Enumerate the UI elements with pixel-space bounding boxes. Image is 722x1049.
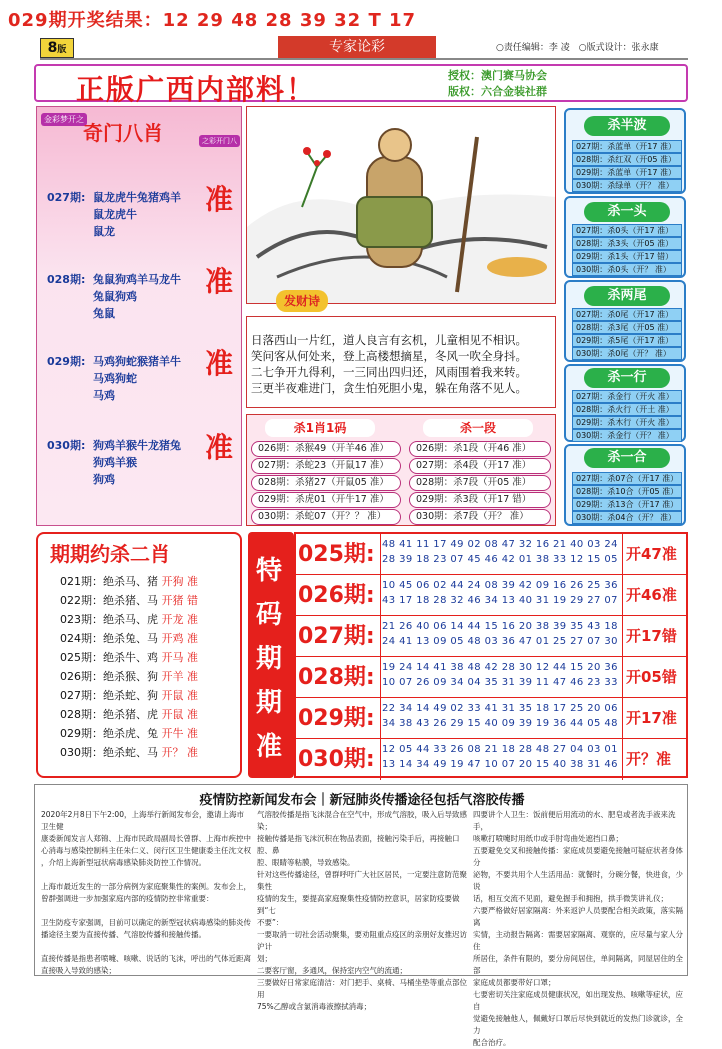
news-line: 四要讲个人卫生：饭前便后用流动的水、肥皂或者洗手液来洗手， xyxy=(473,810,676,831)
tema-numbers: 12 05 44 33 26 08 21 18 28 48 27 04 03 01 xyxy=(382,744,618,755)
illustration xyxy=(246,106,556,304)
news-line: 三要做好日常家庭清洁：对门把手、桌椅、马桶坐垫等重点部位用 xyxy=(257,978,467,999)
qiqi-row xyxy=(60,726,198,742)
qiqi-title: 期期约杀二肖 xyxy=(50,542,170,566)
poem-line: 日落西山一片红，道人良言有玄机，儿童相见不相识。 xyxy=(251,333,527,347)
news-line: 咳嗽打喷嚏时用纸巾或手肘弯曲处遮挡口鼻； xyxy=(473,834,623,843)
news-line: 七要密切关注家庭成员健康状况，如出现发热、咳嗽等症状，应自 xyxy=(473,990,683,1011)
panel-row: 029期：杀1头（开17 错） xyxy=(572,250,682,263)
tema-side-char: 特 xyxy=(256,556,283,586)
tema-side-label xyxy=(248,532,294,778)
tema-side-char: 准 xyxy=(256,732,283,762)
panel-title: 杀一行 xyxy=(584,368,670,388)
news-line: 话，相互交流不见面，避免握手和拥抱，拱手微笑讲礼仪； xyxy=(473,894,668,903)
panel-row: 027期：杀0尾（开17 准） xyxy=(572,308,682,321)
news-line: 家庭成员都要带好口罩； xyxy=(473,978,556,987)
qiqi-text: 027期：绝杀蛇、狗 xyxy=(60,689,158,702)
news-title: 疫情防控新闻发布会｜新冠肺炎传播途径包括气溶胶传播 xyxy=(199,793,525,808)
news-line: 六要严格做好居家隔离：外来返沪人员要配合相关政策，落实隔离 xyxy=(473,906,683,927)
tema-row xyxy=(296,698,686,739)
news-line: 五要避免交叉和接触传播：家庭成员要避免接触可疑症状者身体分 xyxy=(473,846,683,867)
sha-duan-row: 029期：杀3段（开17 错） xyxy=(409,492,551,508)
qiqi-result: 开鸡 准 xyxy=(161,632,198,645)
news-line: 不要”： xyxy=(257,918,284,927)
qimen-mark: 准 xyxy=(204,265,233,298)
qimen-line: 兔鼠狗鸡羊马龙牛 xyxy=(93,273,181,286)
qiqi-row xyxy=(60,631,198,647)
panel-row: 030期：杀金行（开？ 准） xyxy=(572,429,682,442)
qimen-period: 030期: xyxy=(47,439,86,452)
issue-no: 8 xyxy=(47,40,58,56)
tema-numbers: 34 38 43 26 29 15 40 09 39 19 36 44 05 48 xyxy=(382,718,618,729)
panel-row: 028期：杀3尾（开05 准） xyxy=(572,321,682,334)
qiqi-row xyxy=(60,612,198,628)
tema-result: 开46准 xyxy=(626,586,677,604)
banner-license: 授权：澳门赛马协会 xyxy=(448,69,547,82)
sha-duan-title: 杀一段 xyxy=(423,419,533,437)
panel-row: 030期：杀0尾（开？ 准） xyxy=(572,347,682,360)
qimen-tag-left: 金彩梦开之 xyxy=(41,113,87,126)
tema-result: 开17准 xyxy=(626,709,677,727)
panel-row: 030期：杀绿单（开？ 准） xyxy=(572,179,682,192)
qimen-mark: 准 xyxy=(204,431,233,464)
banner-credits xyxy=(448,68,547,100)
banner-title: 正版广西内部料！ xyxy=(76,73,317,106)
qiqi-text: 029期：绝杀虎、兔 xyxy=(60,727,158,740)
panel-row: 030期：杀0头（开？ 准） xyxy=(572,263,682,276)
panel-row: 029期：杀13合（开17 准） xyxy=(572,498,682,511)
qiqi-result: 开马 准 xyxy=(161,651,198,664)
news-line: 直接传播是指患者喷嚏、咳嗽、说话的飞沫，呼出的气体近距离 xyxy=(41,954,251,963)
qiqi-row xyxy=(60,593,198,609)
sha-xiao-row: 029期：杀虎01（开牛17 准） xyxy=(251,492,401,508)
panel-title: 杀一头 xyxy=(584,202,670,222)
tema-numbers: 10 45 06 02 44 24 08 39 42 09 16 26 25 36 xyxy=(382,580,618,591)
tema-numbers: 24 41 13 09 05 48 03 36 47 01 25 27 07 30 xyxy=(382,636,618,647)
tema-side-char: 期 xyxy=(256,688,283,718)
result-title: 029期开奖结果：12 29 48 28 39 32 T 17 xyxy=(8,10,417,31)
news-line xyxy=(41,941,251,953)
qimen-line: 马鸡狗蛇 xyxy=(93,372,137,385)
qiqi-result: 开？ 准 xyxy=(161,746,198,759)
sha-xiao-row: 027期：杀蛇23（开鼠17 准） xyxy=(251,458,401,474)
tema-period: 029期: xyxy=(298,706,375,731)
header-divider xyxy=(40,58,688,60)
news-line: 所居住，条件有限的，要分房间居住，单间隔离，同屋居住的全部 xyxy=(473,954,683,975)
news-line: 疫情的发生，要提高家庭聚集性疫情防控意识，居家防疫要做到“七 xyxy=(257,894,460,915)
news-line: 配合治疗。 xyxy=(473,1038,511,1047)
qiqi-text: 025期：绝杀牛、鸡 xyxy=(60,651,158,664)
tema-period: 025期: xyxy=(298,542,375,567)
poem-tag: 发财诗 xyxy=(276,290,328,312)
news-section xyxy=(34,784,688,1047)
qimen-line: 马鸡狗蛇猴猪羊牛 xyxy=(93,355,181,368)
panel-row: 027期：杀0头（开17 准） xyxy=(572,224,682,237)
tema-period: 030期: xyxy=(298,747,375,772)
qiqi-text: 024期：绝杀兔、马 xyxy=(60,632,158,645)
tema-result: 开47准 xyxy=(626,545,677,563)
news-line: 针对这些传播途径，曾群呼吁广大社区居民，一定要注意防范聚集性 xyxy=(257,870,467,891)
tema-table xyxy=(294,532,688,778)
news-line: ，介绍上海新型冠状病毒感染肺炎防控工作情况。 xyxy=(41,858,206,867)
tema-numbers: 28 39 18 23 07 45 46 42 01 38 33 12 15 05 xyxy=(382,554,618,565)
right-panel-yi-he xyxy=(564,444,686,526)
news-line: 二要客厅窗，多通风，保持室内空气的流通； xyxy=(257,966,407,975)
banner xyxy=(34,64,688,106)
right-panel-ban-bo xyxy=(564,108,686,194)
tema-result: 开17错 xyxy=(626,627,677,645)
qimen-line: 鼠龙虎牛 xyxy=(93,208,137,221)
panel-row: 027期：杀蓝单（开17 准） xyxy=(572,140,682,153)
news-col-2 xyxy=(257,809,467,1013)
news-line: 康委新闻发言人郑锦、上海市民政局副局长曾群、上海市疾控中 xyxy=(41,834,251,843)
monk-illustration-image xyxy=(247,107,556,304)
news-line: 气溶胶传播是指飞沫混合在空气中，形成气溶胶，吸入后导致感染； xyxy=(257,810,467,831)
news-line: 卫生防疫专家强调，目前可以确定的新型冠状病毒感染的肺炎传 xyxy=(41,918,251,927)
qiqi-result: 开鼠 准 xyxy=(161,708,198,721)
tema-numbers: 21 26 40 06 14 44 15 16 20 38 39 35 43 18 xyxy=(382,621,618,632)
tema-numbers: 10 07 26 09 34 04 35 31 39 11 47 46 23 33 xyxy=(382,677,618,688)
banner-copyright: 版权：六合金装社群 xyxy=(448,85,547,98)
qiqi-row xyxy=(60,650,198,666)
qiqi-panel xyxy=(36,532,242,778)
panel-row: 030期：杀04合（开？ 准） xyxy=(572,511,682,524)
right-panel-yi-xing xyxy=(564,364,686,442)
sha-duan-row: 028期：杀7段（开05 准） xyxy=(409,475,551,491)
tema-period: 026期: xyxy=(298,583,375,608)
news-line: 上海市最近发生的一部分病例为家庭聚集性的案例。发布会上， xyxy=(41,882,251,891)
news-line: 泌物，不要共用个人生活用品：就餐时，分碗分餐，快进食，少说 xyxy=(473,870,683,891)
panel-row: 027期：杀金行（开火 准） xyxy=(572,390,682,403)
sha-duan-row: 030期：杀7段（开？ 准） xyxy=(409,509,551,525)
panel-row: 028期：杀红双（开05 准） xyxy=(572,153,682,166)
qimen-item xyxy=(47,347,237,404)
panel-title: 杀一合 xyxy=(584,448,670,468)
qiqi-text: 021期：绝杀马、猪 xyxy=(60,575,158,588)
news-col-3 xyxy=(473,809,685,1049)
panel-row: 028期：杀3头（开05 准） xyxy=(572,237,682,250)
qimen-line: 鼠龙 xyxy=(93,225,115,238)
news-line: 心消毒与感染控制科主任朱仁义、闵行区卫生健康委主任沈文权 xyxy=(41,846,251,855)
panel-row: 029期：杀蓝单（开17 准） xyxy=(572,166,682,179)
qiqi-result: 开鼠 准 xyxy=(161,689,198,702)
tema-row xyxy=(296,739,686,780)
panel-title: 杀两尾 xyxy=(584,286,670,306)
news-line: 觉避免接触他人，佩戴好口罩后尽快到就近的发热门诊就诊，全力 xyxy=(473,1014,683,1035)
right-panel-liang-wei xyxy=(564,280,686,362)
column-title: 专家论彩 xyxy=(278,36,436,58)
news-line: 播途径主要为直接传播、气溶胶传播和接触传播。 xyxy=(41,930,206,939)
panel-row: 029期：杀5尾（开17 准） xyxy=(572,334,682,347)
qimen-mark: 准 xyxy=(204,347,233,380)
sha-xiao-row: 026期：杀猴49（开羊46 准） xyxy=(251,441,401,457)
sha-xiao-row: 030期：杀蛇07（开？？ 准） xyxy=(251,509,401,525)
sha-xiao-title: 杀1肖1码 xyxy=(265,419,375,437)
news-line: 接触传播是指飞沫沉积在物品表面，接触污染手后，再接触口腔、鼻 xyxy=(257,834,460,855)
tema-row xyxy=(296,657,686,698)
tema-numbers: 22 34 14 49 02 33 41 31 35 18 17 25 20 06 xyxy=(382,703,618,714)
issue-suffix: 版 xyxy=(57,45,67,55)
poem-line: 三更半夜难进门，贪生怕死胆小鬼，躲在角落不见人。 xyxy=(251,381,527,395)
tema-side-char: 码 xyxy=(256,600,283,630)
qimen-period: 027期: xyxy=(47,191,86,204)
qiqi-text: 023期：绝杀马、虎 xyxy=(60,613,158,626)
tema-result: 开？准 xyxy=(626,750,672,768)
qiqi-row xyxy=(60,745,198,761)
qimen-item xyxy=(47,431,237,488)
news-line: 直接吸入导致的感染； xyxy=(41,966,116,975)
qiqi-row xyxy=(60,707,198,723)
panel-row: 027期：杀07合（开17 准） xyxy=(572,472,682,485)
news-line: 腔、眼睛等粘膜，导致感染。 xyxy=(257,858,355,867)
qiqi-result: 开狗 准 xyxy=(161,575,198,588)
qiqi-text: 030期：绝杀蛇、马 xyxy=(60,746,158,759)
poem-line: 笑问客从何处来，登上高楼想摘星，冬风一吹全身抖。 xyxy=(251,349,527,363)
sha-box xyxy=(246,414,556,526)
qiqi-text: 028期：绝杀猪、虎 xyxy=(60,708,158,721)
sha-xiao-row: 028期：杀猪27（开鼠05 准） xyxy=(251,475,401,491)
news-line: 一要取消一切社会活动聚集，要劝阻重点疫区的亲朋好友推迟访沪计 xyxy=(257,930,467,951)
qiqi-text: 022期：绝杀猪、马 xyxy=(60,594,158,607)
qiqi-result: 开龙 准 xyxy=(161,613,198,626)
qimen-title: 奇门八肖 xyxy=(83,121,163,145)
qimen-line: 狗鸡羊猴 xyxy=(93,456,137,469)
panel-row: 028期：杀10合（开05 准） xyxy=(572,485,682,498)
qimen-period: 028期: xyxy=(47,273,86,286)
news-line xyxy=(41,869,251,881)
poem-box xyxy=(246,316,556,408)
news-line: 实情，主动报告隔离：需要居家隔离、观察的，应尽量与家人分住 xyxy=(473,930,683,951)
news-line: 75%乙醇或含氯消毒液擦拭消毒； xyxy=(257,1002,372,1011)
tema-numbers: 13 14 34 49 19 47 10 07 20 15 40 38 31 46 xyxy=(382,759,618,770)
tema-row xyxy=(296,534,686,575)
news-line: 划； xyxy=(257,954,272,963)
tema-numbers: 48 41 11 17 49 02 08 47 32 16 21 40 03 24 xyxy=(382,539,618,550)
news-line: 2020年2月8日下午2:00，上海举行新闻发布会，邀请上海市卫生健 xyxy=(41,810,244,831)
poem-line: 二七争开九得利，一三同出四归还，风雨围着我来转。 xyxy=(251,365,527,379)
panel-title: 杀半波 xyxy=(584,116,670,136)
qimen-item xyxy=(47,265,237,322)
qimen-mark: 准 xyxy=(204,183,233,216)
news-line: 曾群强调进一步加强家庭内部的疫情防控非常重要： xyxy=(41,894,214,903)
panel-row: 028期：杀火行（开土 准） xyxy=(572,403,682,416)
tema-numbers: 43 17 18 28 32 46 34 13 40 31 19 29 27 07 xyxy=(382,595,618,606)
qiqi-result: 开牛 准 xyxy=(161,727,198,740)
panel-row: 029期：杀木行（开火 准） xyxy=(572,416,682,429)
tema-period: 027期: xyxy=(298,624,375,649)
qimen-line: 兔鼠 xyxy=(93,307,115,320)
qimen-panel xyxy=(36,106,242,526)
tema-period: 028期: xyxy=(298,665,375,690)
news-line xyxy=(41,905,251,917)
qiqi-row xyxy=(60,688,198,704)
tema-row xyxy=(296,616,686,657)
editors-credit: ○责任编辑：李 凌 ○版式设计：张永康 xyxy=(496,43,659,53)
tema-row xyxy=(296,575,686,616)
qimen-tag-right: 之彩开门八 xyxy=(199,135,240,147)
issue-number xyxy=(40,38,74,58)
qiqi-row xyxy=(60,574,198,590)
qimen-period: 029期: xyxy=(47,355,86,368)
qimen-line: 马鸡 xyxy=(93,389,115,402)
qimen-line: 兔鼠狗鸡 xyxy=(93,290,137,303)
qiqi-row xyxy=(60,669,198,685)
tema-result: 开05错 xyxy=(626,668,677,686)
qimen-line: 狗鸡羊猴牛龙猪兔 xyxy=(93,439,181,452)
right-panel-yi-tou xyxy=(564,196,686,278)
qiqi-text: 026期：绝杀猴、狗 xyxy=(60,670,158,683)
sha-duan-row: 026期：杀1段（开46 准） xyxy=(409,441,551,457)
qiqi-result: 开羊 准 xyxy=(161,670,198,683)
tema-side-char: 期 xyxy=(256,644,283,674)
news-col-1 xyxy=(41,809,251,977)
qimen-line: 狗鸡 xyxy=(93,473,115,486)
qiqi-result: 开猪 错 xyxy=(161,594,198,607)
qimen-line: 鼠龙虎牛兔猪鸡羊 xyxy=(93,191,181,204)
tema-numbers: 19 24 14 41 38 48 42 28 30 12 44 15 20 36 xyxy=(382,662,618,673)
qimen-item xyxy=(47,183,237,240)
sha-duan-row: 027期：杀4段（开17 准） xyxy=(409,458,551,474)
